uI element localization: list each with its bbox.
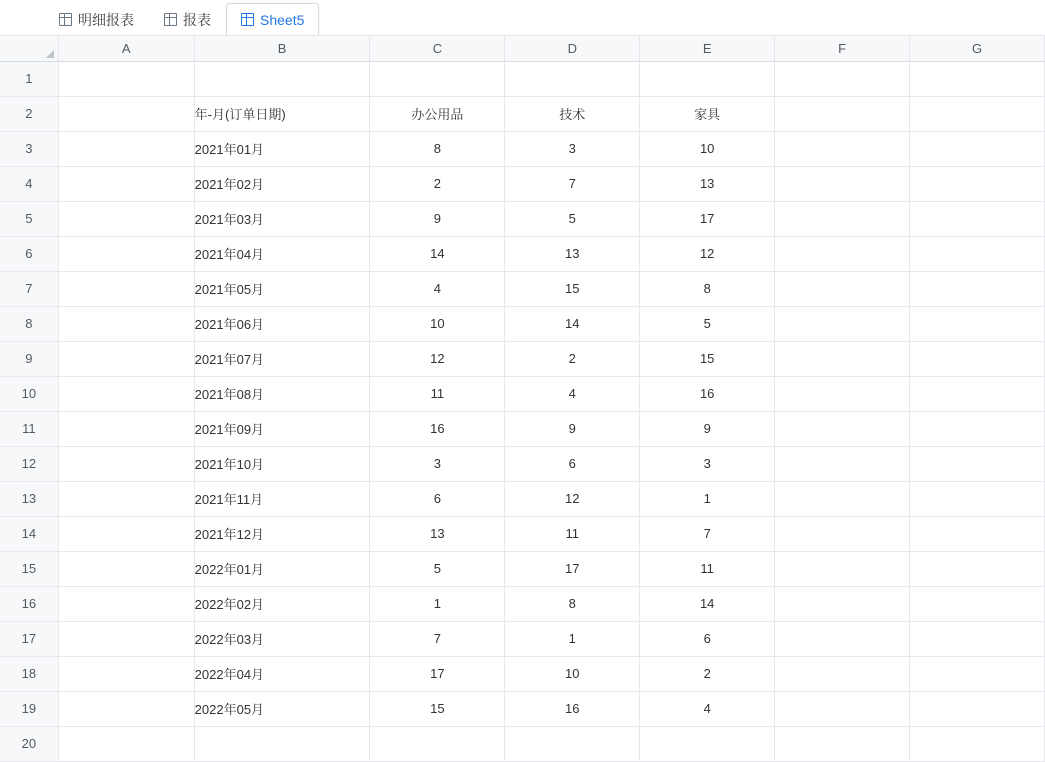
table-header-cell[interactable]: 年-月(订单日期) [194,96,370,131]
grid-cell[interactable] [910,96,1045,131]
grid-cell[interactable] [58,551,194,586]
row-header-2[interactable]: 2 [0,96,58,131]
sheet-tab-label: 报表 [183,11,211,28]
grid-cell[interactable] [775,726,910,761]
grid-cell[interactable] [775,551,910,586]
sheet-tab-1[interactable] [149,3,226,35]
table-data-cell[interactable]: 14 [370,236,505,271]
sheet-icon [164,13,177,26]
sheet-tab-label: 明细报表 [78,11,134,28]
table-data-cell[interactable]: 2021年03月 [194,201,370,236]
table-header-cell[interactable]: 办公用品 [370,96,505,131]
sheet-icon [241,13,254,26]
corner-triangle-icon [46,50,54,58]
grid-cell[interactable] [58,446,194,481]
row-header-20[interactable]: 20 [0,726,58,761]
grid-cell[interactable] [910,586,1045,621]
table-data-cell[interactable]: 11 [640,551,775,586]
grid-cell[interactable] [58,481,194,516]
table-data-cell[interactable]: 8 [370,131,505,166]
grid-row [0,586,1045,621]
table-data-cell[interactable]: 9 [505,411,640,446]
table-data-cell[interactable]: 2021年10月 [194,446,370,481]
table-data-cell[interactable]: 3 [640,446,775,481]
grid-row [0,201,1045,236]
table-data-cell[interactable]: 7 [370,621,505,656]
table-data-cell[interactable]: 2022年03月 [194,621,370,656]
row-header-12[interactable]: 12 [0,446,58,481]
column-header-g[interactable]: G [910,36,1045,61]
grid-cell[interactable] [775,96,910,131]
grid-cell[interactable] [58,166,194,201]
grid-row [0,341,1045,376]
column-header-b[interactable]: B [194,36,370,61]
grid-cell[interactable] [505,61,640,96]
table-data-cell[interactable]: 11 [370,376,505,411]
table-data-cell[interactable]: 1 [370,586,505,621]
grid-row [0,691,1045,726]
grid-cell[interactable] [910,271,1045,306]
grid-cell[interactable] [775,621,910,656]
grid-cell[interactable] [775,236,910,271]
grid-cell[interactable] [58,96,194,131]
grid-cell[interactable] [775,201,910,236]
table-data-cell[interactable]: 2021年11月 [194,481,370,516]
grid-cell[interactable] [775,481,910,516]
table-data-cell[interactable]: 2 [505,341,640,376]
table-data-cell[interactable]: 2021年06月 [194,306,370,341]
table-data-cell[interactable]: 9 [370,201,505,236]
grid-row [0,446,1045,481]
sheet-tab-2[interactable] [226,3,319,35]
grid-table [0,36,1045,762]
grid-row [0,306,1045,341]
table-data-cell[interactable]: 1 [640,481,775,516]
grid-cell[interactable] [58,271,194,306]
table-data-cell[interactable]: 13 [370,516,505,551]
row-header-3[interactable]: 3 [0,131,58,166]
grid-cell[interactable] [58,131,194,166]
column-header-f[interactable]: F [775,36,910,61]
grid-cell[interactable] [58,726,194,761]
grid-cell[interactable] [58,306,194,341]
row-header-15[interactable]: 15 [0,551,58,586]
table-data-cell[interactable]: 14 [640,586,775,621]
grid-cell[interactable] [58,516,194,551]
row-header-6[interactable]: 6 [0,236,58,271]
grid-cell[interactable] [910,131,1045,166]
grid-row [0,516,1045,551]
row-header-17[interactable]: 17 [0,621,58,656]
grid-row [0,481,1045,516]
table-data-cell[interactable]: 2022年02月 [194,586,370,621]
grid-cell[interactable] [58,201,194,236]
grid-cell[interactable] [58,621,194,656]
table-data-cell[interactable]: 4 [370,271,505,306]
grid-row [0,551,1045,586]
row-header-4[interactable]: 4 [0,166,58,201]
grid-cell[interactable] [910,61,1045,96]
table-data-cell[interactable]: 5 [370,551,505,586]
grid-cell[interactable] [910,446,1045,481]
grid-row [0,376,1045,411]
table-data-cell[interactable]: 2021年12月 [194,516,370,551]
table-data-cell[interactable]: 14 [505,306,640,341]
row-header-19[interactable]: 19 [0,691,58,726]
grid-cell[interactable] [910,551,1045,586]
grid-cell[interactable] [775,656,910,691]
column-header-e[interactable]: E [640,36,775,61]
grid-cell[interactable] [910,376,1045,411]
table-data-cell[interactable]: 4 [640,691,775,726]
row-header-14[interactable]: 14 [0,516,58,551]
grid-cell[interactable] [58,376,194,411]
grid-cell[interactable] [910,341,1045,376]
table-data-cell[interactable]: 2021年07月 [194,341,370,376]
grid-cell[interactable] [910,306,1045,341]
table-data-cell[interactable]: 3 [505,131,640,166]
sheet-tab-label: Sheet5 [260,11,305,28]
grid-cell[interactable] [910,656,1045,691]
grid-row [0,61,1045,96]
grid-cell[interactable] [58,691,194,726]
table-data-cell[interactable]: 2 [640,656,775,691]
row-header-13[interactable]: 13 [0,481,58,516]
grid-row [0,271,1045,306]
grid-cell[interactable] [775,411,910,446]
table-data-cell[interactable]: 13 [640,166,775,201]
grid-cell[interactable] [910,726,1045,761]
table-data-cell[interactable]: 2021年05月 [194,271,370,306]
table-data-cell[interactable]: 11 [505,516,640,551]
table-data-cell[interactable]: 17 [640,201,775,236]
table-data-cell[interactable]: 10 [640,131,775,166]
select-all-corner[interactable] [0,36,58,61]
row-header-9[interactable]: 9 [0,341,58,376]
table-data-cell[interactable]: 4 [505,376,640,411]
table-data-cell[interactable]: 6 [640,621,775,656]
grid-row [0,166,1045,201]
grid-cell[interactable] [910,516,1045,551]
grid-cell[interactable] [910,201,1045,236]
grid-cell[interactable] [775,586,910,621]
table-data-cell[interactable]: 7 [640,516,775,551]
grid-cell[interactable] [775,691,910,726]
sheet-tab-bar [0,0,1045,36]
grid-cell[interactable] [58,656,194,691]
grid-cell[interactable] [640,61,775,96]
grid-cell[interactable] [640,726,775,761]
grid-row [0,726,1045,761]
table-data-cell[interactable]: 5 [505,201,640,236]
table-data-cell[interactable]: 2022年05月 [194,691,370,726]
grid-cell[interactable] [194,61,370,96]
table-data-cell[interactable]: 16 [640,376,775,411]
row-header-11[interactable]: 11 [0,411,58,446]
table-data-cell[interactable]: 6 [370,481,505,516]
grid-cell[interactable] [194,726,370,761]
column-header-d[interactable]: D [505,36,640,61]
table-data-cell[interactable]: 12 [370,341,505,376]
table-data-cell[interactable]: 2021年04月 [194,236,370,271]
row-header-8[interactable]: 8 [0,306,58,341]
grid-cell[interactable] [775,131,910,166]
grid-cell[interactable] [775,166,910,201]
table-data-cell[interactable]: 12 [505,481,640,516]
grid-cell[interactable] [370,61,505,96]
spreadsheet-grid[interactable] [0,36,1045,762]
grid-row [0,131,1045,166]
table-data-cell[interactable]: 10 [505,656,640,691]
grid-cell[interactable] [910,236,1045,271]
table-data-cell[interactable]: 2022年04月 [194,656,370,691]
grid-cell[interactable] [775,516,910,551]
row-header-5[interactable]: 5 [0,201,58,236]
sheet-icon [59,13,72,26]
row-header-16[interactable]: 16 [0,586,58,621]
table-data-cell[interactable]: 8 [505,586,640,621]
grid-cell[interactable] [58,61,194,96]
table-header-cell[interactable]: 家具 [640,96,775,131]
table-data-cell[interactable]: 8 [640,271,775,306]
grid-cell[interactable] [775,61,910,96]
column-header-a[interactable]: A [58,36,194,61]
column-header-row [0,36,1045,61]
table-data-cell[interactable]: 2021年08月 [194,376,370,411]
table-data-cell[interactable]: 12 [640,236,775,271]
row-header-18[interactable]: 18 [0,656,58,691]
table-data-cell[interactable]: 13 [505,236,640,271]
row-header-1[interactable]: 1 [0,61,58,96]
table-data-cell[interactable]: 15 [505,271,640,306]
table-data-cell[interactable]: 10 [370,306,505,341]
table-data-cell[interactable]: 16 [505,691,640,726]
grid-cell[interactable] [58,411,194,446]
grid-row [0,411,1045,446]
grid-row [0,96,1045,131]
table-data-cell[interactable]: 17 [370,656,505,691]
grid-row [0,621,1045,656]
table-data-cell[interactable]: 9 [640,411,775,446]
table-data-cell[interactable]: 17 [505,551,640,586]
grid-cell[interactable] [910,481,1045,516]
grid-cell[interactable] [910,691,1045,726]
table-data-cell[interactable]: 2 [370,166,505,201]
grid-cell[interactable] [910,166,1045,201]
table-data-cell[interactable]: 2022年01月 [194,551,370,586]
table-data-cell[interactable]: 1 [505,621,640,656]
grid-cell[interactable] [370,726,505,761]
sheet-tab-0[interactable] [44,3,149,35]
grid-cell[interactable] [775,271,910,306]
table-data-cell[interactable]: 2021年09月 [194,411,370,446]
grid-cell[interactable] [505,726,640,761]
grid-cell[interactable] [775,306,910,341]
grid-cell[interactable] [775,446,910,481]
grid-cell[interactable] [775,376,910,411]
column-header-c[interactable]: C [370,36,505,61]
grid-cell[interactable] [58,341,194,376]
grid-cell[interactable] [775,341,910,376]
table-data-cell[interactable]: 6 [505,446,640,481]
grid-cell[interactable] [910,411,1045,446]
grid-row [0,656,1045,691]
table-data-cell[interactable]: 2021年02月 [194,166,370,201]
row-header-7[interactable]: 7 [0,271,58,306]
table-data-cell[interactable]: 16 [370,411,505,446]
row-header-10[interactable]: 10 [0,376,58,411]
table-data-cell[interactable]: 5 [640,306,775,341]
table-data-cell[interactable]: 7 [505,166,640,201]
table-header-cell[interactable]: 技术 [505,96,640,131]
table-data-cell[interactable]: 3 [370,446,505,481]
grid-cell[interactable] [910,621,1045,656]
table-data-cell[interactable]: 2021年01月 [194,131,370,166]
grid-cell[interactable] [58,236,194,271]
grid-row [0,236,1045,271]
table-data-cell[interactable]: 15 [640,341,775,376]
table-data-cell[interactable]: 15 [370,691,505,726]
grid-cell[interactable] [58,586,194,621]
